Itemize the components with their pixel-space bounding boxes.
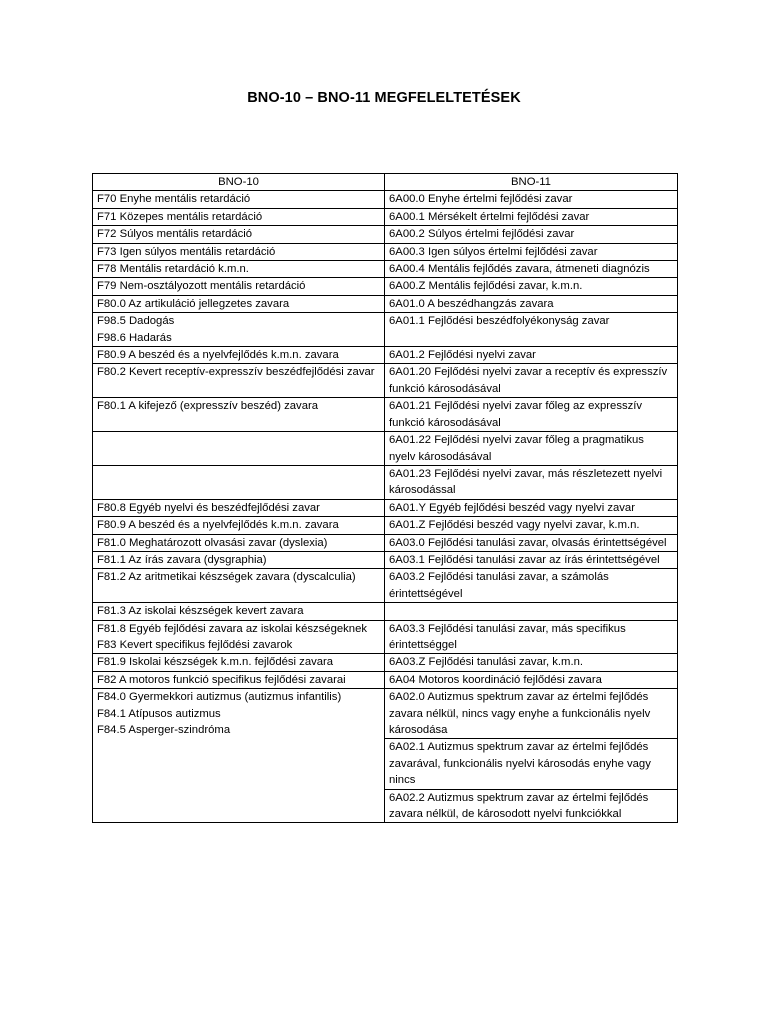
cell-text: 6A02.1 Autizmus spektrum zavar az értelmi fejlődés zavarával, funkcionális nyelvi károsodás enyhe vagy nincs xyxy=(389,741,651,787)
cell-bno10 xyxy=(93,191,385,208)
cell-text: 6A00.0 Enyhe értelmi fejlődési zavar xyxy=(389,193,573,206)
cell-bno10 xyxy=(93,654,385,671)
cell-text: 6A04 Motoros koordináció fejlődési zavara xyxy=(389,673,602,686)
cell-text: F84.0 Gyermekkori autizmus (autizmus infantilis) xyxy=(97,691,342,704)
table-row xyxy=(93,278,678,295)
table-row xyxy=(93,226,678,243)
table-row xyxy=(93,671,678,688)
cell-bno10 xyxy=(93,499,385,516)
cell-text: 6A00.3 Igen súlyos értelmi fejlődési zavar xyxy=(389,245,598,258)
cell-bno10 xyxy=(93,465,385,499)
cell-bno11 xyxy=(385,689,678,739)
cell-bno10 xyxy=(93,364,385,398)
cell-bno11 xyxy=(385,278,678,295)
table-header-row xyxy=(93,174,678,191)
cell-bno10 xyxy=(93,243,385,260)
cell-text: F70 Enyhe mentális retardáció xyxy=(97,193,251,206)
cell-text: F98.5 Dadogás xyxy=(97,315,175,328)
cell-text: F81.0 Meghatározott olvasási zavar (dyslexia) xyxy=(97,536,328,549)
table-row xyxy=(93,517,678,534)
cell-text: F72 Súlyos mentális retardáció xyxy=(97,228,253,241)
cell-bno10 xyxy=(93,226,385,243)
cell-bno11 xyxy=(385,603,678,620)
cell-text: F98.6 Hadarás xyxy=(97,331,172,344)
cell-text: 6A00.1 Mérsékelt értelmi fejlődési zavar xyxy=(389,210,590,223)
cell-bno11 xyxy=(385,534,678,551)
cell-text: F80.1 A kifejező (expresszív beszéd) zavara xyxy=(97,400,319,413)
cell-bno11 xyxy=(385,191,678,208)
cell-bno11 xyxy=(385,517,678,534)
table-row xyxy=(93,295,678,312)
cell-text: F80.8 Egyéb nyelvi és beszédfejlődési zavar xyxy=(97,501,320,514)
cell-text: 6A03.Z Fejlődési tanulási zavar, k.m.n. xyxy=(389,656,584,669)
table-row xyxy=(93,261,678,278)
table-body xyxy=(93,191,678,823)
cell-bno10 xyxy=(93,620,385,654)
cell-text: 6A01.23 Fejlődési nyelvi zavar, más részletezett nyelvi károsodással xyxy=(389,467,663,497)
cell-text: F81.3 Az iskolai készségek kevert zavara xyxy=(97,605,304,618)
cell-bno11 xyxy=(385,398,678,432)
cell-text: 6A02.2 Autizmus spektrum zavar az értelmi fejlődés zavara nélkül, de károsodott nyelvi funkciókkal xyxy=(389,791,649,821)
page-title: BNO-10 – BNO-11 MEGFELELTETÉSEK xyxy=(247,90,521,106)
cell-text: F80.9 A beszéd és a nyelvfejlődés k.m.n. zavara xyxy=(97,349,339,362)
mapping-table xyxy=(92,173,678,823)
cell-bno11 xyxy=(385,654,678,671)
cell-text: 6A01.1 Fejlődési beszédfolyékonyság zavar xyxy=(389,315,610,328)
cell-text: F79 Nem-osztályozott mentális retardáció xyxy=(97,280,306,293)
cell-bno10 xyxy=(93,517,385,534)
cell-text: 6A01.0 A beszédhangzás zavara xyxy=(389,297,554,310)
cell-bno10 xyxy=(93,347,385,364)
table-row xyxy=(93,208,678,225)
cell-text: 6A01.Y Egyéb fejlődési beszéd vagy nyelvi zavar xyxy=(389,501,635,514)
cell-text: F80.9 A beszéd és a nyelvfejlődés k.m.n. zavara xyxy=(97,519,339,532)
cell-bno10 xyxy=(93,295,385,312)
cell-text: F71 Közepes mentális retardáció xyxy=(97,210,263,223)
cell-text: F80.0 Az artikuláció jellegzetes zavara xyxy=(97,297,290,310)
table-row xyxy=(93,364,678,398)
table-row xyxy=(93,689,678,739)
cell-text: F83 Kevert specifikus fejlődési zavarok xyxy=(97,638,293,651)
table-row xyxy=(93,654,678,671)
cell-bno11 xyxy=(385,739,678,789)
cell-bno11 xyxy=(385,295,678,312)
cell-text: 6A03.3 Fejlődési tanulási zavar, más specifikus érintettséggel xyxy=(389,622,626,651)
table-row xyxy=(93,620,678,654)
cell-text: F82 A motoros funkció specifikus fejlődési zavarai xyxy=(97,673,346,686)
cell-text: 6A01.20 Fejlődési nyelvi zavar a receptív és expresszív funkció károsodásával xyxy=(389,366,668,395)
header-bno10: BNO-10 xyxy=(93,174,385,191)
cell-bno11 xyxy=(385,243,678,260)
cell-bno11 xyxy=(385,364,678,398)
table-row xyxy=(93,313,678,347)
cell-bno10 xyxy=(93,569,385,603)
cell-text: 6A03.0 Fejlődési tanulási zavar, olvasás érintettségével xyxy=(389,536,667,549)
cell-text: 6A01.Z Fejlődési beszéd vagy nyelvi zavar, k.m.n. xyxy=(389,519,640,532)
cell-text: F78 Mentális retardáció k.m.n. xyxy=(97,263,249,276)
cell-bno11 xyxy=(385,432,678,466)
cell-bno10 xyxy=(93,551,385,568)
cell-bno11 xyxy=(385,569,678,603)
cell-text: 6A01.21 Fejlődési nyelvi zavar főleg az expresszív funkció károsodásával xyxy=(389,400,643,429)
cell-bno10 xyxy=(93,671,385,688)
cell-bno11 xyxy=(385,499,678,516)
table-row xyxy=(93,398,678,432)
cell-bno11 xyxy=(385,347,678,364)
cell-text: 6A01.2 Fejlődési nyelvi zavar xyxy=(389,349,536,362)
cell-bno11 xyxy=(385,465,678,499)
table-row xyxy=(93,603,678,620)
table-row xyxy=(93,432,678,466)
cell-bno11 xyxy=(385,789,678,823)
cell-text: F73 Igen súlyos mentális retardáció xyxy=(97,245,276,258)
cell-bno10 xyxy=(93,432,385,466)
table-row xyxy=(93,551,678,568)
cell-bno11 xyxy=(385,261,678,278)
cell-bno10 xyxy=(93,603,385,620)
cell-text: F81.1 Az írás zavara (dysgraphia) xyxy=(97,553,267,566)
cell-bno11 xyxy=(385,226,678,243)
cell-bno10 xyxy=(93,689,385,823)
cell-bno11 xyxy=(385,551,678,568)
cell-bno11 xyxy=(385,671,678,688)
cell-text: F81.2 Az aritmetikai készségek zavara (dyscalculia) xyxy=(97,571,356,584)
cell-text: 6A03.2 Fejlődési tanulási zavar, a számolás érintettségével xyxy=(389,571,609,600)
cell-bno11 xyxy=(385,620,678,654)
cell-text: F80.2 Kevert receptív-expresszív beszédfejlődési zavar xyxy=(97,366,375,379)
cell-bno10 xyxy=(93,534,385,551)
table-row xyxy=(93,465,678,499)
cell-bno10 xyxy=(93,398,385,432)
cell-text: 6A00.Z Mentális fejlődési zavar, k.m.n. xyxy=(389,280,583,293)
header-bno11: BNO-11 xyxy=(385,174,678,191)
cell-text: F81.9 Iskolai készségek k.m.n. fejlődési zavara xyxy=(97,656,334,669)
table-row xyxy=(93,534,678,551)
cell-bno10 xyxy=(93,278,385,295)
cell-text: 6A03.1 Fejlődési tanulási zavar az írás érintettségével xyxy=(389,553,660,566)
cell-bno11 xyxy=(385,313,678,347)
cell-text: 6A02.0 Autizmus spektrum zavar az értelmi fejlődés zavara nélkül, nincs vagy enyhe a funkcionális nyelv károsodása xyxy=(389,691,651,736)
cell-bno10 xyxy=(93,313,385,347)
cell-bno11 xyxy=(385,208,678,225)
cell-text: 6A01.22 Fejlődési nyelvi zavar főleg a pragmatikus nyelv károsodásával xyxy=(389,434,644,463)
table-row xyxy=(93,499,678,516)
cell-bno10 xyxy=(93,261,385,278)
cell-text: F84.1 Atípusos autizmus xyxy=(97,707,221,720)
table-row xyxy=(93,569,678,603)
table-row xyxy=(93,347,678,364)
cell-text: 6A00.4 Mentális fejlődés zavara, átmeneti diagnózis xyxy=(389,263,650,276)
table-row xyxy=(93,191,678,208)
cell-bno10 xyxy=(93,208,385,225)
cell-text: 6A00.2 Súlyos értelmi fejlődési zavar xyxy=(389,228,575,241)
table-row xyxy=(93,243,678,260)
cell-text: F81.8 Egyéb fejlődési zavara az iskolai készségeknek xyxy=(97,622,368,635)
cell-text: F84.5 Asperger-szindróma xyxy=(97,724,231,736)
